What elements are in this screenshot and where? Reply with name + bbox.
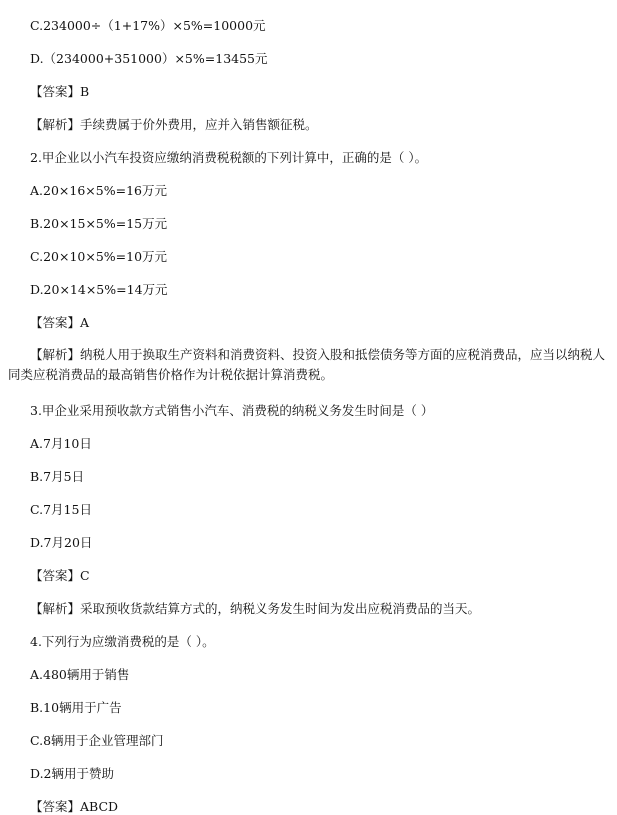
q3-option-a: A.7月10日 [30,436,92,451]
q4-option-b: B.10辆用于广告 [30,700,122,715]
option-d-calc: D.（234000+351000）×5%=13455元 [30,51,268,66]
q4-option-c: C.8辆用于企业管理部门 [30,733,164,748]
option-c-calc: C.234000÷（1+17%）×5%=10000元 [30,18,266,33]
q4-option-a: A.480辆用于销售 [30,667,130,682]
q3-option-b: B.7月5日 [30,469,85,484]
q2-option-d: D.20×14×5%=14万元 [30,282,168,297]
q2-option-c: C.20×10×5%=10万元 [30,249,168,264]
q2-option-b: B.20×15×5%=15万元 [30,216,168,231]
q3-analysis: 【解析】采取预收货款结算方式的，纳税义务发生时间为发出应税消费品的当天。 [30,601,481,616]
q3-option-d: D.7月20日 [30,535,93,550]
q2-option-a: A.20×16×5%=16万元 [30,183,167,198]
question-3: 3.甲企业采用预收款方式销售小汽车、消费税的纳税义务发生时间是（ ） [30,403,434,418]
answer-line: 【答案】B [30,84,90,99]
q4-answer: 【答案】ABCD [30,799,119,814]
q3-option-c: C.7月15日 [30,502,92,517]
q3-answer: 【答案】C [30,568,90,583]
q2-analysis: 【解析】纳税人用于换取生产资料和消费资料、投资入股和抵偿债务等方面的应税消费品，应当以纳税人同类应税消费品的最高销售价格作为计税依据计算消费税。 [8,347,606,382]
analysis-line: 【解析】手续费属于价外费用，应并入销售额征税。 [30,117,318,132]
question-4: 4.下列行为应缴消费税的是（ ）。 [30,634,215,649]
q4-option-d: D.2辆用于赞助 [30,766,115,781]
q2-answer: 【答案】A [30,315,90,330]
question-2: 2.甲企业以小汽车投资应缴纳消费税税额的下列计算中，正确的是（ ）。 [30,150,428,165]
